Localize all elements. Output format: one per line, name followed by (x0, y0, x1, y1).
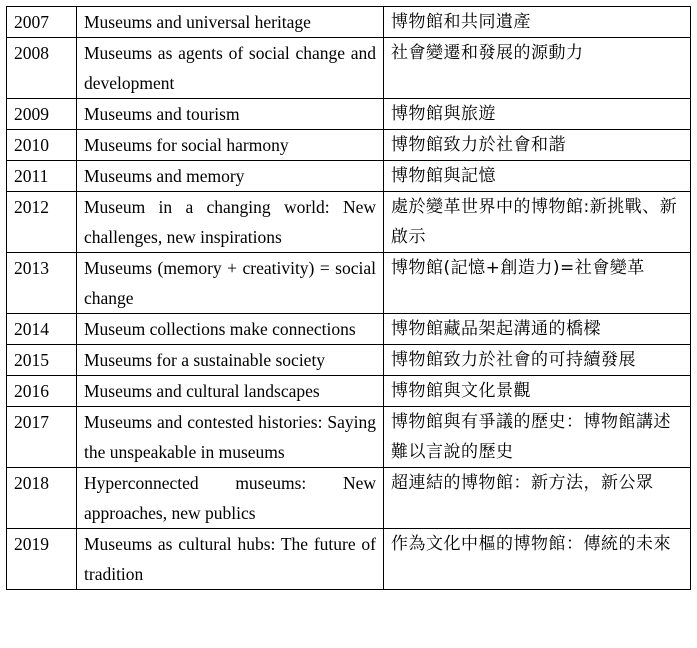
chinese-theme-cell: 博物館致力於社會的可持續發展 (384, 345, 691, 376)
year-cell: 2012 (7, 192, 77, 253)
chinese-theme-cell: 博物館(記憶+創造力)=社會變革 (384, 253, 691, 314)
chinese-theme-cell: 博物館致力於社會和諧 (384, 130, 691, 161)
chinese-theme-cell: 博物館和共同遺產 (384, 7, 691, 38)
year-cell: 2019 (7, 529, 77, 590)
english-theme-cell: Museums as cultural hubs: The future of tradition (77, 529, 384, 590)
year-cell: 2014 (7, 314, 77, 345)
year-cell: 2010 (7, 130, 77, 161)
year-cell: 2016 (7, 376, 77, 407)
table-row (7, 345, 691, 376)
table-row (7, 253, 691, 314)
table-row (7, 38, 691, 99)
year-cell: 2008 (7, 38, 77, 99)
english-theme-cell: Hyperconnected museums: New approaches, new publics (77, 468, 384, 529)
year-cell: 2013 (7, 253, 77, 314)
year-cell: 2007 (7, 7, 77, 38)
table-row (7, 314, 691, 345)
chinese-theme-cell: 社會變遷和發展的源動力 (384, 38, 691, 99)
table-row (7, 7, 691, 38)
english-theme-cell: Museum in a changing world: New challenges, new inspirations (77, 192, 384, 253)
chinese-theme-cell: 博物館與旅遊 (384, 99, 691, 130)
english-theme-cell: Museums and universal heritage (77, 7, 384, 38)
chinese-theme-cell: 超連結的博物館：新方法，新公眾 (384, 468, 691, 529)
table-row (7, 407, 691, 468)
english-theme-cell: Museums and memory (77, 161, 384, 192)
english-theme-cell: Museums for a sustainable society (77, 345, 384, 376)
english-theme-cell: Museums as agents of social change and development (77, 38, 384, 99)
english-theme-cell: Museums and cultural landscapes (77, 376, 384, 407)
english-theme-cell: Museums for social harmony (77, 130, 384, 161)
table-row (7, 99, 691, 130)
chinese-theme-cell: 博物館藏品架起溝通的橋樑 (384, 314, 691, 345)
english-theme-cell: Museum collections make connections (77, 314, 384, 345)
year-cell: 2017 (7, 407, 77, 468)
table-row (7, 529, 691, 590)
chinese-theme-cell: 博物館與有爭議的歷史：博物館講述難以言說的歷史 (384, 407, 691, 468)
table-row (7, 192, 691, 253)
table-row (7, 130, 691, 161)
year-cell: 2015 (7, 345, 77, 376)
english-theme-cell: Museums and contested histories: Saying the unspeakable in museums (77, 407, 384, 468)
english-theme-cell: Museums and tourism (77, 99, 384, 130)
chinese-theme-cell: 作為文化中樞的博物館：傳統的未來 (384, 529, 691, 590)
year-cell: 2009 (7, 99, 77, 130)
table-row (7, 161, 691, 192)
year-cell: 2018 (7, 468, 77, 529)
chinese-theme-cell: 處於變革世界中的博物館:新挑戰、新啟示 (384, 192, 691, 253)
english-theme-cell: Museums (memory + creativity) = social change (77, 253, 384, 314)
chinese-theme-cell: 博物館與記憶 (384, 161, 691, 192)
table-row (7, 376, 691, 407)
table-row (7, 468, 691, 529)
chinese-theme-cell: 博物館與文化景觀 (384, 376, 691, 407)
museum-themes-table (6, 6, 691, 590)
year-cell: 2011 (7, 161, 77, 192)
